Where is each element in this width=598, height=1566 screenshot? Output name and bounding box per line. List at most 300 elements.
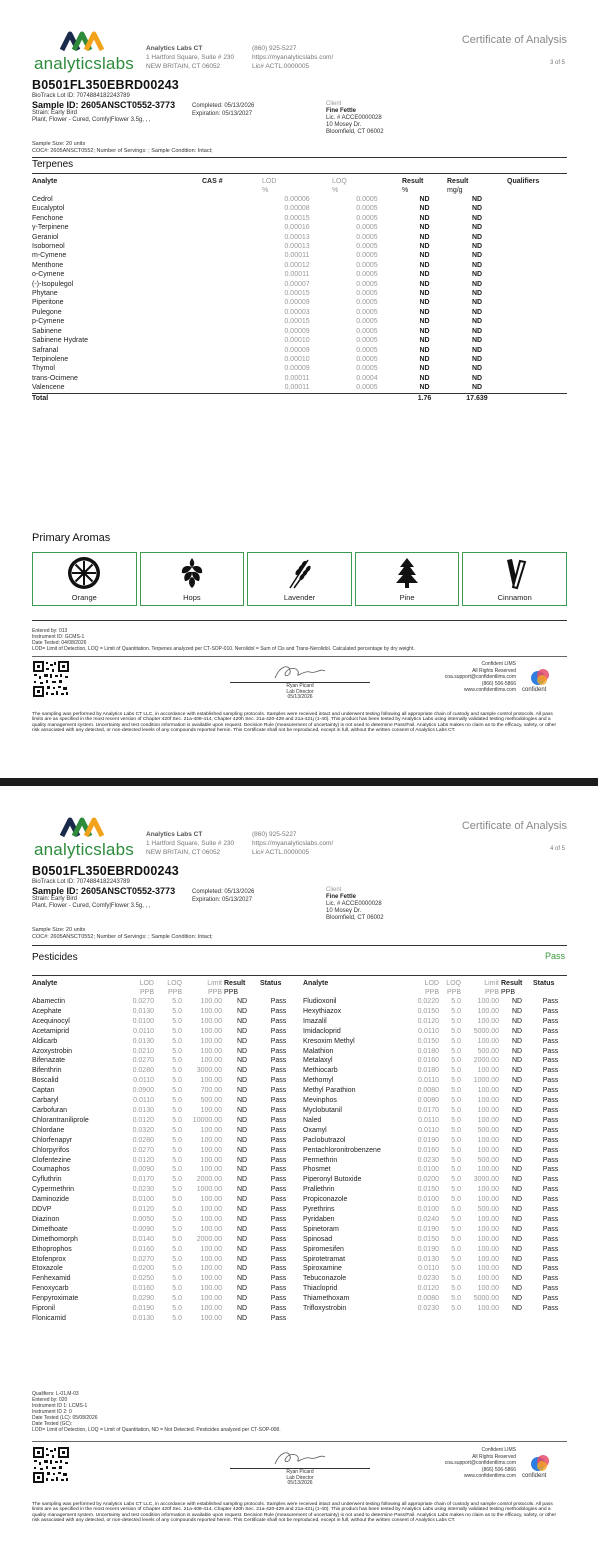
result-pct-cell: ND: [419, 214, 430, 222]
qr-code-icon: [32, 660, 70, 698]
date-tested-gc: Date Tested (GC):: [32, 1421, 73, 1427]
analyte-cell: Flonicamid: [32, 1315, 66, 1322]
cas-cell: [202, 364, 262, 373]
limit-cell: 100.00: [477, 1275, 499, 1283]
status-cell: Pass: [270, 1176, 287, 1184]
unit-result-mg: mg/g: [447, 187, 463, 194]
result-cell: ND: [236, 1186, 248, 1194]
lod-cell: 0.0290: [132, 1295, 154, 1303]
result-cell: ND: [511, 1166, 523, 1174]
loq-cell: 5.0: [172, 1315, 182, 1322]
status-cell: Pass: [542, 1067, 559, 1075]
lod-cell: 0.0100: [132, 1196, 154, 1204]
loq-cell: 5.0: [451, 1136, 461, 1144]
status-cell: Pass: [270, 1136, 287, 1144]
col-limit: Limit: [484, 980, 499, 987]
qualifier-cell: [507, 355, 567, 364]
confident-line1: Confident LIMS: [481, 661, 516, 667]
signature-block: [230, 1446, 370, 1486]
client-address1: 10 Mosey Dr.: [326, 908, 362, 914]
limit-cell: 3000.00: [196, 1067, 222, 1075]
analyte-cell: Terpinolene: [32, 355, 69, 363]
batch-id: B0501FL350EBRD00243: [32, 78, 179, 92]
loq-cell: 0.0005: [356, 346, 378, 354]
result-pct-cell: ND: [419, 374, 430, 382]
analyte-cell: Fipronil: [32, 1305, 55, 1313]
table-row: [32, 997, 297, 1007]
analyte-cell: Spiromesifen: [303, 1245, 344, 1253]
loq-cell: 5.0: [451, 1215, 461, 1223]
result-pct-cell: ND: [419, 224, 430, 232]
table-row: [32, 1037, 297, 1047]
table-row: [32, 1274, 297, 1284]
table-row: [303, 1017, 568, 1027]
result-mg-cell: ND: [471, 205, 483, 213]
table-row: [303, 1225, 568, 1235]
analyte-cell: Trifloxystrobin: [303, 1305, 347, 1313]
qualifier-cell: [507, 298, 567, 307]
table-row: [32, 1264, 297, 1274]
status-cell: Pass: [270, 1027, 287, 1035]
result-pct-cell: ND: [419, 205, 430, 213]
table-row: [32, 1195, 297, 1205]
qualifier-cell: [507, 270, 567, 279]
cas-cell: [202, 242, 262, 251]
qualifier-cell: [507, 242, 567, 251]
lod-cell: 0.00015: [284, 290, 310, 298]
loq-cell: 0.0005: [356, 252, 378, 260]
col-lod: LOD: [139, 980, 154, 987]
section-title-pesticides: Pesticides: [32, 952, 78, 963]
lod-cell: 0.00009: [284, 327, 310, 335]
limit-cell: 100.00: [200, 1245, 222, 1253]
loq-cell: 5.0: [451, 1235, 461, 1243]
signature-icon: [230, 1446, 370, 1468]
status-cell: Pass: [542, 1166, 559, 1174]
result-mg-cell: ND: [471, 308, 483, 316]
table-row: [32, 1126, 297, 1136]
loq-cell: 0.0005: [356, 299, 378, 307]
pesticides-table-right: [303, 979, 568, 1314]
loq-cell: 0.0004: [356, 374, 378, 382]
section-rule: [32, 173, 567, 174]
table-row: [32, 336, 567, 345]
col-status: Status: [260, 980, 282, 987]
qualifier-cell: [507, 364, 567, 373]
analyticslabs-logo: [32, 814, 142, 858]
status-cell: Pass: [270, 1116, 287, 1124]
result-cell: ND: [511, 1196, 523, 1204]
result-pct-cell: ND: [419, 290, 430, 298]
cas-cell: [202, 327, 262, 336]
lod-cell: 0.00011: [284, 374, 310, 382]
result-mg-cell: ND: [471, 374, 483, 382]
lod-cell: 0.00011: [284, 271, 310, 279]
loq-cell: 5.0: [172, 1176, 182, 1184]
analyte-cell: Propiconazole: [303, 1196, 348, 1204]
table-row: [303, 1245, 568, 1255]
loq-cell: 5.0: [172, 1136, 182, 1144]
table-row: [303, 1185, 568, 1195]
analyte-cell: Chlorfenapyr: [32, 1136, 73, 1144]
status-cell: Pass: [542, 1087, 559, 1095]
lod-cell: 0.00007: [284, 280, 310, 288]
col-result-mg: Result: [447, 178, 469, 185]
lod-cell: 0.0120: [132, 1116, 154, 1124]
total-cell: [262, 393, 332, 403]
table-row: [32, 1205, 297, 1215]
aroma-hops: [140, 552, 245, 606]
result-pct-cell: ND: [419, 271, 430, 279]
lod-cell: 0.00008: [284, 205, 310, 213]
table-row: [32, 317, 567, 326]
limit-cell: 100.00: [477, 1305, 499, 1313]
loq-cell: 5.0: [451, 1007, 461, 1015]
loq-cell: 5.0: [172, 998, 182, 1005]
table-units-row: [303, 988, 568, 997]
table-row: [32, 364, 567, 373]
analyte-cell: Acequinocyl: [32, 1017, 70, 1025]
result-mg-cell: ND: [471, 224, 483, 232]
lod-cell: 0.0110: [133, 1097, 154, 1105]
table-row: [303, 1126, 568, 1136]
result-cell: ND: [511, 1285, 523, 1293]
result-cell: ND: [511, 1215, 523, 1223]
lod-cell: 0.0270: [132, 1255, 154, 1263]
result-pct-cell: ND: [419, 252, 430, 260]
result-mg-cell: ND: [471, 214, 483, 222]
date-tested-lc: Date Tested (LC): 05/08/2026: [32, 1415, 98, 1421]
result-cell: ND: [511, 1206, 523, 1214]
logo-mark-icon: [60, 816, 110, 838]
loq-cell: 5.0: [172, 1156, 182, 1164]
status-cell: Pass: [542, 1215, 559, 1223]
table-row: [32, 242, 567, 251]
col-loq: LOQ: [446, 980, 461, 987]
result-cell: ND: [511, 1097, 523, 1105]
table-header-row: [32, 177, 567, 186]
signer-name: Ryan Picard: [286, 683, 314, 689]
table-row: [32, 1076, 297, 1086]
lab-address: [146, 830, 234, 857]
disclaimer: The sampling was performed by Analytics Labs CT LLC, in accordance with established sampling protocols. Samples were received intact and underwent testing following all appropriate chain of custody and sample control protocols. All pass limits are as specified in the most recent version of Chapter 420f Sec. 21a-408-414, Chapter 420h Sec. 21a-420-429 and 21a-421j (1-40). This product has been tested by Analytics Labs using internally validated testing methodologies and a quality management system. Uncertainty and test condition information is available upon request. Decision Rule (measurement of uncertainty) is not used to determine Pass/Fail. Analytics Labs makes no claim as to the efficacy, safety, or other risk associated with any detected, or non-detected levels of any compounds reported herein. This Certificate shall not be reproduced, except in full, without the written consent of Analytics Labs CT.: [32, 712, 557, 734]
lod-cell: 0.00013: [284, 243, 310, 251]
loq-cell: 5.0: [172, 1007, 182, 1015]
result-pct-cell: ND: [419, 243, 430, 251]
total-cell: [507, 393, 567, 403]
analyte-cell: Azoxystrobin: [32, 1047, 73, 1055]
loq-cell: 5.0: [172, 1067, 182, 1075]
analyte-cell: Methiocarb: [303, 1067, 338, 1075]
status-cell: Pass: [270, 1305, 287, 1313]
limit-cell: 100.00: [200, 1047, 222, 1055]
table-row: [32, 1215, 297, 1225]
table-row: [303, 1037, 568, 1047]
result-cell: ND: [236, 1275, 248, 1283]
loq-cell: 5.0: [172, 1295, 182, 1303]
analyte-cell: Imazalil: [303, 1017, 327, 1025]
result-cell: ND: [511, 1087, 523, 1095]
qualifier-cell: [507, 327, 567, 336]
lab-license: Lic# ACTL.0000005: [252, 849, 310, 856]
lab-address: [146, 44, 234, 71]
analyte-cell: DDVP: [32, 1206, 52, 1214]
result-cell: ND: [236, 1116, 248, 1124]
table-row: [32, 1156, 297, 1166]
unit-loq: PPB: [167, 989, 182, 996]
total-row: [32, 393, 567, 403]
limit-cell: 1000.00: [473, 1077, 499, 1085]
method-note: LOD= Limit of Detection, LOQ = Limit of Quantitation, ND = Not Detected. Pesticides analyzed per CT-SOP-008.: [32, 1427, 281, 1433]
limit-cell: 700.00: [200, 1087, 222, 1095]
loq-cell: 5.0: [172, 1275, 182, 1283]
table-row: [32, 1116, 297, 1126]
lod-cell: 0.0200: [417, 1176, 439, 1184]
result-pct-cell: ND: [419, 280, 430, 288]
result-cell: ND: [511, 1047, 523, 1055]
loq-cell: 5.0: [172, 1245, 182, 1253]
cinnamon-icon: [498, 556, 532, 590]
status-cell: Pass: [270, 1295, 287, 1303]
loq-cell: 5.0: [451, 1057, 461, 1065]
table-row: [32, 1294, 297, 1304]
loq-cell: 5.0: [451, 1285, 461, 1293]
test-info: [32, 1391, 281, 1433]
table-row: [32, 1255, 297, 1265]
lod-cell: 0.0130: [132, 1106, 154, 1114]
result-mg-cell: ND: [471, 318, 483, 326]
status-badge: Pass: [544, 951, 565, 961]
table-row: [303, 1264, 568, 1274]
lod-cell: 0.0180: [417, 1047, 439, 1055]
analyte-cell: Acephate: [32, 1007, 62, 1015]
limit-cell: 100.00: [200, 1077, 222, 1085]
analyte-cell: Thiamethoxam: [303, 1295, 350, 1303]
result-cell: ND: [236, 1255, 248, 1263]
cas-cell: [202, 270, 262, 279]
table-row: [303, 1086, 568, 1096]
result-mg-cell: ND: [471, 261, 483, 269]
result-mg-cell: ND: [471, 365, 483, 373]
coa-page-terpenes: [0, 0, 598, 778]
result-cell: ND: [236, 1206, 248, 1214]
aroma-pine: [355, 552, 460, 606]
qualifier-cell: [507, 204, 567, 213]
entered-by: Entered by: 013: [32, 628, 68, 634]
limit-cell: 100.00: [477, 1017, 499, 1025]
analyte-cell: Dimethoate: [32, 1225, 68, 1233]
status-cell: Pass: [542, 1116, 559, 1124]
limit-cell: 500.00: [200, 1097, 222, 1105]
limit-cell: 100.00: [477, 1087, 499, 1095]
limit-cell: 100.00: [200, 1037, 222, 1045]
analyte-cell: Kresoxim Methyl: [303, 1037, 355, 1045]
lod-cell: 0.0120: [132, 1156, 154, 1164]
document-title: Certificate of Analysis: [461, 820, 567, 832]
unit-loq: %: [332, 187, 339, 194]
lod-cell: 0.00012: [284, 261, 310, 269]
result-mg-cell: ND: [471, 337, 483, 345]
analyte-cell: Etofenprox: [32, 1255, 66, 1263]
table-row: [32, 1146, 297, 1156]
limit-cell: 1000.00: [196, 1186, 222, 1194]
table-row: [303, 1205, 568, 1215]
analyte-cell: Phytane: [32, 290, 58, 298]
status-cell: Pass: [542, 1047, 559, 1055]
result-cell: ND: [511, 1067, 523, 1075]
analyticslabs-logo: [32, 28, 142, 72]
col-loq: LOQ: [167, 980, 182, 987]
table-row: [303, 1156, 568, 1166]
lod-cell: 0.0130: [132, 1007, 154, 1015]
confident-phone: (866) 506-5866: [481, 680, 516, 687]
status-cell: Pass: [270, 1146, 287, 1154]
lod-cell: 0.00009: [284, 299, 310, 307]
method-note: LOD= Limit of Detection, LOQ = Limit of Quantitation. Terpenes analyzed per CT-SOP-010. Nerolidol = Sum of Cis and Trans-Nerolidol. Calculated percentage by dry weight.: [32, 646, 415, 652]
lod-cell: 0.0140: [132, 1235, 154, 1243]
unit-result: PPB: [224, 989, 239, 996]
page-header: [32, 28, 567, 72]
result-cell: ND: [236, 1007, 248, 1015]
lod-cell: 0.0100: [132, 1017, 154, 1025]
analyte-cell: Captan: [32, 1087, 55, 1095]
table-row: [32, 1086, 297, 1096]
result-pct-cell: ND: [419, 261, 430, 269]
table-row: [32, 383, 567, 393]
table-header-row: [32, 979, 297, 988]
analyte-cell: Fenchone: [32, 214, 64, 222]
table-row: [32, 1096, 297, 1106]
loq-cell: 5.0: [451, 1087, 461, 1095]
col-result: Result: [501, 980, 523, 987]
table-row: [303, 1235, 568, 1245]
lod-cell: 0.0130: [132, 1037, 154, 1045]
instrument-id2: Instrument ID 2: 0: [32, 1409, 72, 1415]
unit-lod: PPB: [424, 989, 439, 996]
lod-cell: 0.0050: [132, 1215, 154, 1223]
lab-website: https://myanalyticslabs.com/: [252, 840, 334, 847]
result-mg-cell: ND: [471, 252, 483, 260]
qualifier-cell: [507, 280, 567, 289]
loq-cell: 5.0: [172, 1215, 182, 1223]
confident-logo-icon: [530, 667, 550, 687]
lod-cell: 0.0320: [132, 1126, 154, 1134]
confident-line2: All Rights Reserved: [472, 1453, 516, 1460]
result-pct-cell: ND: [419, 337, 430, 345]
result-cell: ND: [236, 1285, 248, 1293]
loq-cell: 5.0: [451, 1097, 461, 1105]
lod-cell: 0.0280: [132, 1067, 154, 1075]
result-cell: ND: [236, 1037, 248, 1045]
limit-cell: 100.00: [200, 1255, 222, 1263]
limit-cell: 100.00: [477, 998, 499, 1005]
loq-cell: 5.0: [172, 1027, 182, 1035]
analyte-cell: Myclobutanil: [303, 1106, 342, 1114]
table-row: [32, 195, 567, 204]
analyte-cell: Clofentezine: [32, 1156, 71, 1164]
loq-cell: 0.0005: [356, 365, 378, 373]
lod-cell: 0.0220: [417, 998, 439, 1005]
client-address2: Bloomfield, CT 06002: [326, 129, 384, 135]
aroma-label: Pine: [399, 593, 415, 602]
col-result-pct: Result: [402, 178, 424, 185]
qualifier-cell: [507, 195, 567, 204]
result-cell: ND: [511, 1176, 523, 1184]
loq-cell: 5.0: [451, 1176, 461, 1184]
table-row: [303, 1195, 568, 1205]
status-cell: Pass: [270, 1057, 287, 1065]
table-row: [32, 1175, 297, 1185]
limit-cell: 2000.00: [196, 1176, 222, 1184]
loq-cell: 5.0: [172, 1186, 182, 1194]
signature-block: [230, 660, 370, 700]
qualifier-cell: [507, 346, 567, 355]
loq-cell: 5.0: [451, 1186, 461, 1194]
loq-cell: 0.0005: [356, 224, 378, 232]
biotrack-id: BioTrack Lot ID: 7074884182243789: [32, 93, 130, 99]
analyte-cell: Permethrin: [303, 1156, 338, 1164]
status-cell: Pass: [542, 1007, 559, 1015]
analyte-cell: Cyfluthrin: [32, 1176, 62, 1184]
table-row: [32, 374, 567, 383]
status-cell: Pass: [270, 1047, 287, 1055]
limit-cell: 100.00: [477, 1007, 499, 1015]
loq-cell: 5.0: [172, 1166, 182, 1174]
lod-cell: 0.0190: [417, 1225, 439, 1233]
status-cell: Pass: [542, 1057, 559, 1065]
result-cell: ND: [236, 1225, 248, 1233]
table-row: [32, 1017, 297, 1027]
table-row: [32, 355, 567, 364]
completed-date: Completed: 05/13/2026: [192, 889, 255, 895]
limit-cell: 100.00: [477, 1186, 499, 1194]
lod-cell: 0.00013: [284, 233, 310, 241]
qualifier-cell: [507, 317, 567, 326]
aroma-orange: [32, 552, 137, 606]
qualifier-cell: [507, 223, 567, 232]
lod-cell: 0.0080: [417, 1087, 439, 1095]
result-cell: ND: [236, 1087, 248, 1095]
lod-cell: 0.00015: [284, 318, 310, 326]
confident-logo: [522, 1453, 562, 1483]
unit-limit: PPB: [484, 989, 499, 996]
qualifier-cell: [507, 251, 567, 260]
status-cell: Pass: [270, 1215, 287, 1223]
loq-cell: 5.0: [172, 1255, 182, 1263]
lod-cell: 0.00006: [284, 196, 310, 203]
result-cell: ND: [511, 1235, 523, 1243]
limit-cell: 100.00: [200, 1126, 222, 1134]
loq-cell: 5.0: [172, 1285, 182, 1293]
result-pct-cell: ND: [419, 355, 430, 363]
batch-id: B0501FL350EBRD00243: [32, 864, 179, 878]
table-row: [32, 308, 567, 317]
loq-cell: 5.0: [172, 1196, 182, 1204]
limit-cell: 500.00: [477, 1126, 499, 1134]
table-row: [32, 204, 567, 213]
loq-cell: 0.0005: [356, 318, 378, 326]
result-cell: ND: [236, 1305, 248, 1313]
loq-cell: 5.0: [172, 1116, 182, 1124]
loq-cell: 0.0005: [356, 327, 378, 335]
loq-cell: 0.0005: [356, 308, 378, 316]
analyte-cell: Spinetoram: [303, 1225, 339, 1233]
limit-cell: 100.00: [477, 1285, 499, 1293]
result-cell: ND: [236, 1315, 248, 1322]
loq-cell: 5.0: [451, 1166, 461, 1174]
table-row: [32, 1027, 297, 1037]
loq-cell: 0.0005: [356, 290, 378, 298]
